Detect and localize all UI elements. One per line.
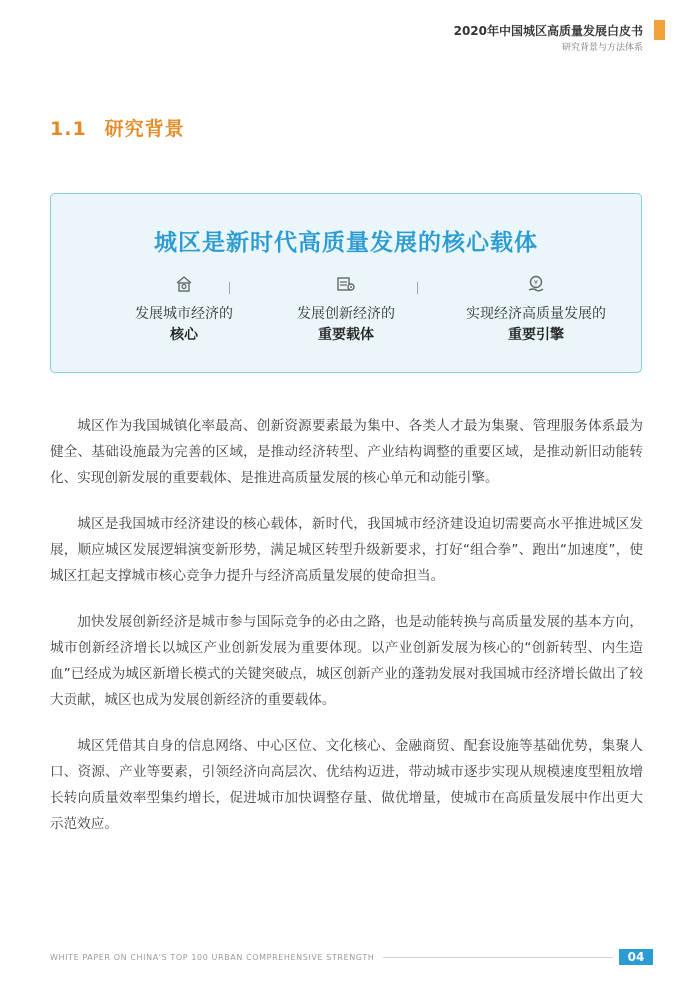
chapter-subtitle: 研究背景与方法体系 [561, 43, 643, 53]
pillar-line1: 发展城市经济的 [135, 306, 233, 322]
body-text [50, 413, 643, 857]
gear-screen-icon [336, 274, 356, 294]
paragraph: 加快发展创新经济是城市参与国际竞争的必由之路，也是动能转换与高质量发展的基本方向，城市创新经济增长以城区产业创新发展为重要体现。以产业创新发展为核心的“创新转型、内生造血”已经成为城区新增长模式的关键突破点，城区创新产业的蓬勃发展对我国城市经济增长做出了较大贡献，城区也成为发展创新经济的重要载体。 [50, 614, 643, 708]
money-hand-icon [526, 274, 546, 294]
footer-text: WHITE PAPER ON CHINA'S TOP 100 URBAN COMPREHENSIVE STRENGTH [50, 953, 375, 962]
header-accent-bar [654, 20, 665, 40]
pillar-growth-engine [441, 274, 631, 346]
pillar-line1: 实现经济高质量发展的 [466, 306, 606, 322]
pillar-line2: 核心 [170, 327, 198, 343]
section-number: 1.1 [50, 118, 87, 140]
pillar-line2: 重要引擎 [508, 327, 564, 343]
footer-divider [383, 957, 613, 958]
svg-text:¥: ¥ [533, 278, 539, 287]
pillar-line1: 发展创新经济的 [297, 306, 395, 322]
paragraph: 城区是我国城市经济建设的核心载体，新时代，我国城市经济建设迫切需要高水平推进城区发展，顺应城区发展逻辑演变新形势，满足城区转型升级新要求，打好“组合拳”、跑出“加速度”，使城区扛起支撑城市核心竞争力提升与经济高质量发展的使命担当。 [50, 516, 643, 584]
section-heading [50, 114, 185, 141]
pillar-innovation-carrier [251, 274, 441, 346]
pillar-divider [229, 282, 230, 294]
pillar-divider [417, 282, 418, 294]
callout-box [50, 193, 642, 373]
house-icon [174, 274, 194, 294]
page-number-badge: 04 [619, 949, 653, 965]
pillar-line2: 重要载体 [318, 327, 374, 343]
document-title: 2020年中国城区高质量发展白皮书 [453, 24, 643, 38]
section-title: 研究背景 [104, 118, 185, 140]
paragraph: 城区作为我国城镇化率最高、创新资源要素最为集中、各类人才最为集聚、管理服务体系最为健全、基础设施最为完善的区域，是推动经济转型、产业结构调整的重要区域，是推动新旧动能转化、实现创新发展的重要载体、是推进高质量发展的核心单元和动能引擎。 [50, 418, 643, 486]
callout-title: 城区是新时代高质量发展的核心载体 [154, 230, 538, 256]
paragraph: 城区凭借其自身的信息网络、中心区位、文化核心、金融商贸、配套设施等基础优势，集聚人口、资源、产业等要素，引领经济向高层次、优结构迈进，带动城市逐步实现从规模速度型粗放增长转向质量效率型集约增长，促进城市加快调整存量、做优增量，使城市在高质量发展中作出更大示范效应。 [50, 738, 643, 832]
